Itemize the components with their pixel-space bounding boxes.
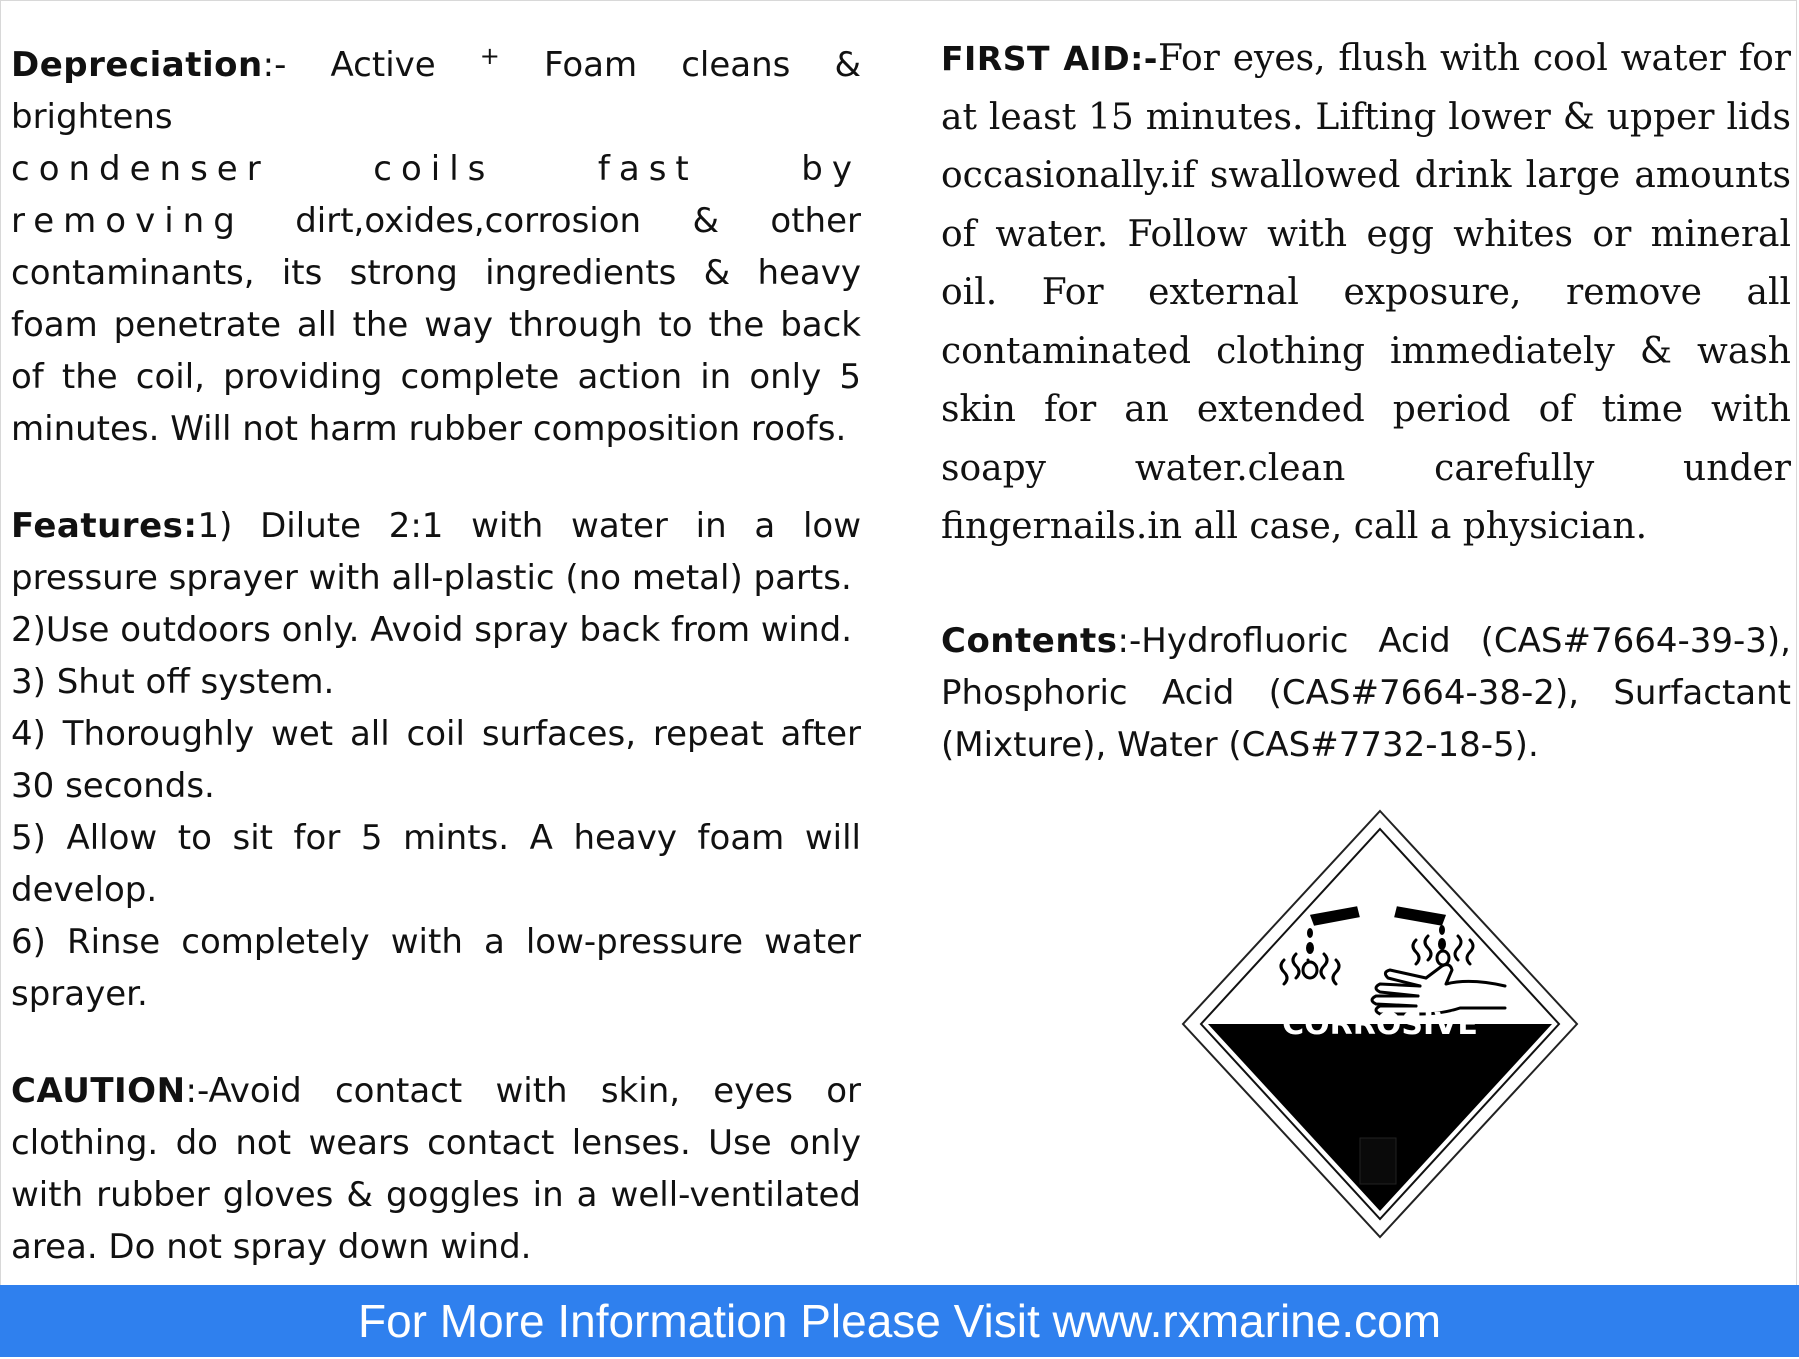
- first-aid-label: FIRST AID:-: [941, 39, 1158, 78]
- contents-label: Contents: [941, 620, 1118, 661]
- feature-item-5: 5) Allow to sit for 5 mints. A heavy foam will develop.: [11, 818, 861, 910]
- plus-mark: +: [479, 42, 500, 70]
- footer-link-text[interactable]: For More Information Please Visit www.rxmarine.com: [357, 1295, 1442, 1347]
- feature-item-2: 2)Use outdoors only. Avoid spray back from wind.: [11, 610, 853, 650]
- feature-item-6: 6) Rinse completely with a low-pressure water sprayer.: [11, 922, 861, 1014]
- feature-item-4: 4) Thoroughly wet all coil surfaces, repeat after 30 seconds.: [11, 714, 861, 806]
- hazard-label: CORROSIVE: [1282, 1007, 1478, 1042]
- feature-item-3: 3) Shut off system.: [11, 662, 335, 702]
- first-aid-text: For eyes, flush with cool water for at least 15 minutes. Lifting lower & upper lids occasionally.if swallowed drink large amounts of water. Follow with egg whites or mineral oil. For external exposure, remove all contaminated clothing immediately & wash skin for an extended period of time with soapy water.clean carefully under fingernails.in all case, call a physician.: [941, 38, 1791, 547]
- caution-section: [11, 1065, 861, 1273]
- depreciation-sep: :- Active: [262, 45, 436, 85]
- right-column: [941, 30, 1791, 771]
- contents-section: [941, 615, 1791, 771]
- depreciation-line1: Foam cleans & brightens: [11, 45, 861, 137]
- caution-label: CAUTION: [11, 1071, 186, 1111]
- contents-text: :-Hydrofluoric Acid (CAS#7664-39-3), Phosphoric Acid (CAS#7664-38-2), Surfactant (Mixture), Water (CAS#7732-18-5).: [941, 620, 1791, 765]
- depreciation-line2: condenser coils fast by removing: [11, 149, 861, 241]
- first-aid-section: [941, 30, 1791, 557]
- depreciation-section: [11, 30, 861, 455]
- features-label: Features:: [11, 506, 198, 546]
- left-column: [11, 30, 861, 1273]
- footer-banner: [0, 1285, 1799, 1357]
- features-section: [11, 500, 861, 1020]
- feature-item-1: 1) Dilute 2:1 with water in a low pressure sprayer with all-plastic (no metal) parts.: [11, 506, 861, 598]
- corrosive-hazard-diamond: [1180, 808, 1580, 1240]
- caution-text: :-Avoid contact with skin, eyes or clothing. do not wears contact lenses. Use only with rubber gloves & goggles in a well-ventilated area. Do not spray down wind.: [11, 1071, 861, 1267]
- depreciation-text: dirt,oxides,corrosion & other contaminants, its strong ingredients & heavy foam penetrate all the way through to the back of the coil, providing complete action in only 5 minutes. Will not harm rubber composition roofs.: [11, 201, 861, 449]
- corrosive-icon: [1180, 808, 1580, 1240]
- depreciation-label: Depreciation: [11, 45, 263, 85]
